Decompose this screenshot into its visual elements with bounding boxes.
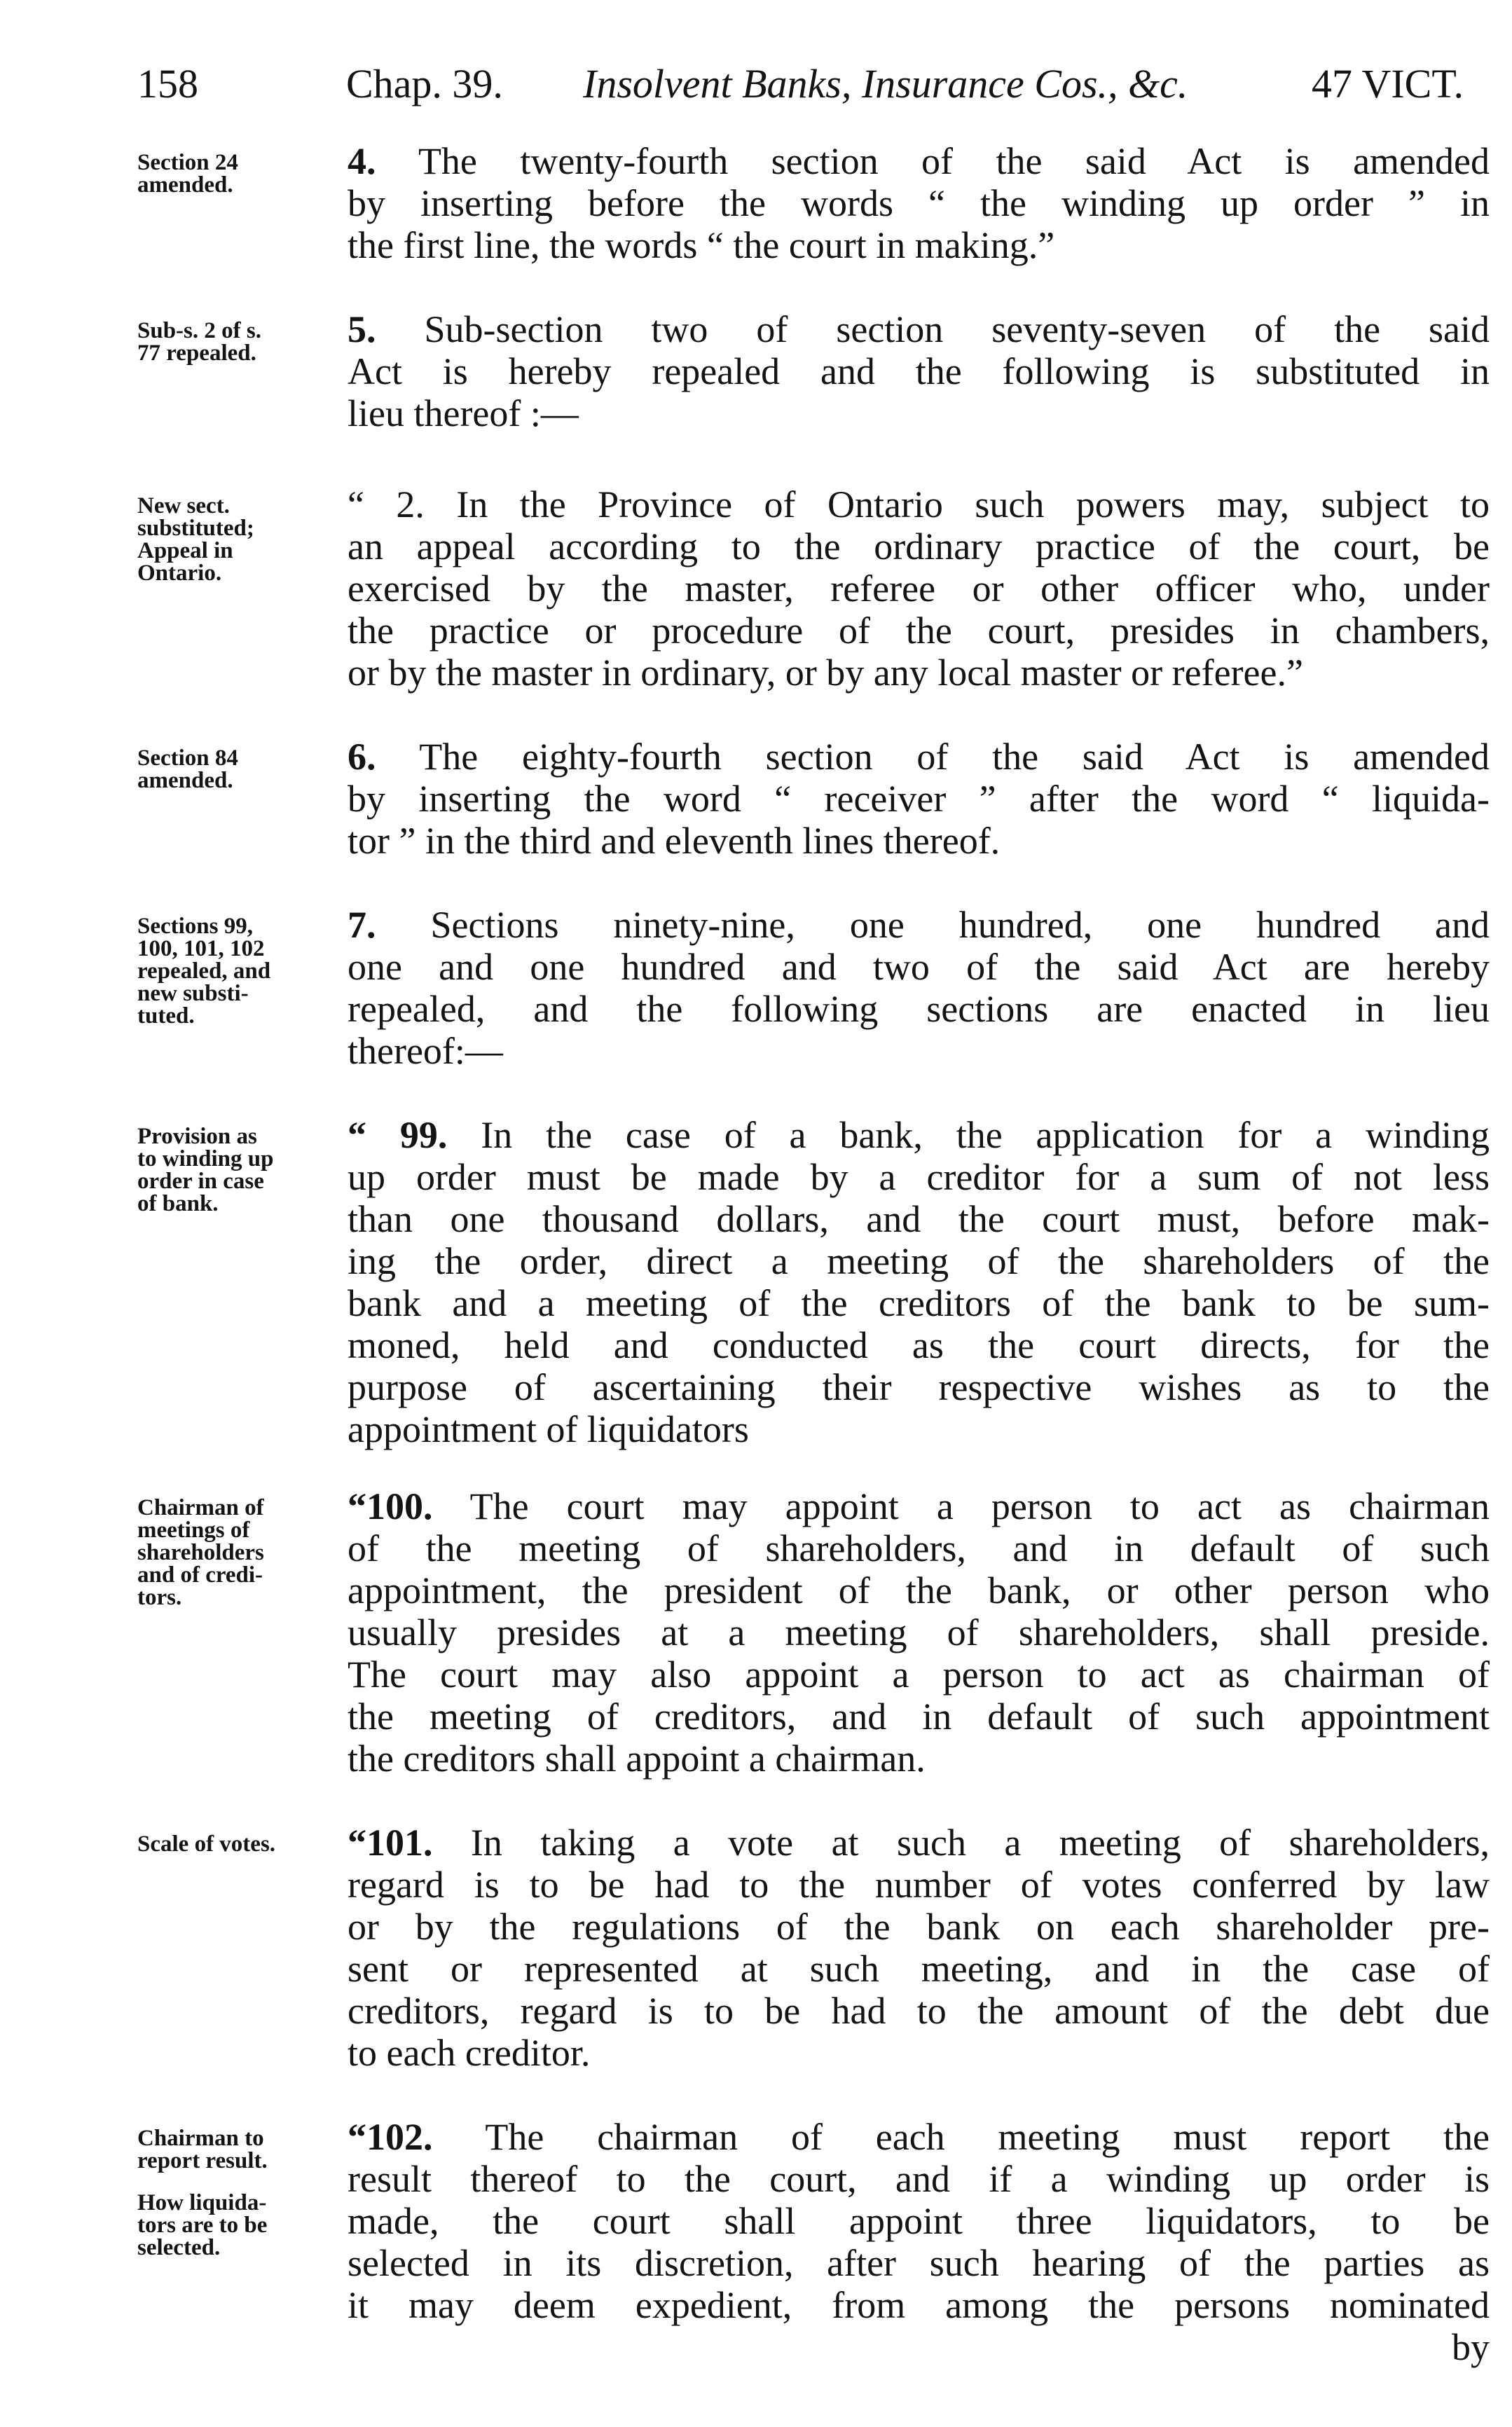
section-body: 6. The eighty-fourth section of the said Act is amended by inserting the word “ receiver ” after the word “ liquida- tor ” in the third and eleventh lines thereof. xyxy=(348,736,1490,862)
margin-note: Section 24 amended. xyxy=(137,150,238,198)
section-body: 7. Sections ninety-nine, one hundred, one hundred and one and one hundred and two of the said Act are hereby repealed, and the following sections are enacted in lieu thereof:— xyxy=(348,904,1490,1072)
margin-note: Chairman to report result. How liquida- tors are to be selected. xyxy=(137,2126,268,2260)
section-body: “ 2. In the Province of Ontario such powers may, subject to an appeal according to the ordinary practice of the court, be exercised by the master, referee or other officer who, under the practice or procedure of the court, presides in chambers, or by the master in ordinary, or by any local master or referee.” xyxy=(348,483,1490,694)
section-number: “100. xyxy=(348,1485,433,1527)
page-number: 158 xyxy=(137,61,198,106)
section-number: 5. xyxy=(348,308,376,350)
running-header xyxy=(137,56,1490,112)
section-body: “ 99. In the case of a bank, the application for a winding up order must be made by a creditor for a sum of not less than one thousand dollars, and the court must, before mak- ing the order, direct a meeting of the shareholders of the bank and a meeting of the creditors of the bank to be sum- moned, held and conducted as the court directs, for the purpose of ascertaining their respective wishes as to the appointment of liquidators xyxy=(348,1114,1490,1450)
running-title: Insolvent Banks, Insurance Cos., &c. xyxy=(583,61,1188,106)
margin-note: Provision as to winding up order in case of bank. xyxy=(137,1124,274,1216)
section-number: “ 99. xyxy=(348,1114,448,1156)
margin-note: New sect. substituted; Appeal in Ontario. xyxy=(137,493,254,586)
margin-note: Sections 99, 100, 101, 102 repealed, and new substi- tuted. xyxy=(137,914,271,1029)
margin-note: Chairman of meetings of shareholders and of credi- tors. xyxy=(137,1495,264,1610)
section-number: “102. xyxy=(348,2116,433,2158)
section-body: “101. In taking a vote at such a meeting of shareholders, regard is to be had to the number of votes conferred by law or by the regulations of the bank on each shareholder pre- sent or represented at such meeting, and in the case of creditors, regard is to be had to the amount of the debt due to each creditor. xyxy=(348,1822,1490,2074)
regnal-year: 47 VICT. xyxy=(1312,61,1464,106)
chapter-label: Chap. 39. xyxy=(346,61,503,106)
section-body: 4. The twenty-fourth section of the said Act is amended by inserting before the words “ the winding up order ” in the first line, the words “ the court in making.” xyxy=(348,140,1490,266)
section-body: 5. Sub-section two of section seventy-seven of the said Act is hereby repealed and the following is substituted in lieu thereof :— xyxy=(348,308,1490,434)
section-body: “102. The chairman of each meeting must report the result thereof to the court, and if a winding up order is made, the court shall appoint three liquidators, to be selected in its discretion, after such hearing of the parties as it may deem expedient, from among the persons nominated by xyxy=(348,2116,1490,2368)
section-body: “100. The court may appoint a person to act as chairman of the meeting of shareholders, and in default of such appointment, the president of the bank, or other person who usually presides at a meeting of shareholders, shall preside. The court may also appoint a person to act as chairman of the meeting of creditors, and in default of such appointment the creditors shall appoint a chairman. xyxy=(348,1485,1490,1780)
section-number: 6. xyxy=(348,736,376,778)
section-number: “101. xyxy=(348,1822,433,1864)
section-number: 4. xyxy=(348,140,376,182)
margin-note: Section 84 amended. xyxy=(137,745,238,793)
margin-note: Sub-s. 2 of s. 77 repealed. xyxy=(137,318,261,366)
margin-note: Scale of votes. xyxy=(137,1831,276,1857)
section-number: 7. xyxy=(348,904,376,946)
